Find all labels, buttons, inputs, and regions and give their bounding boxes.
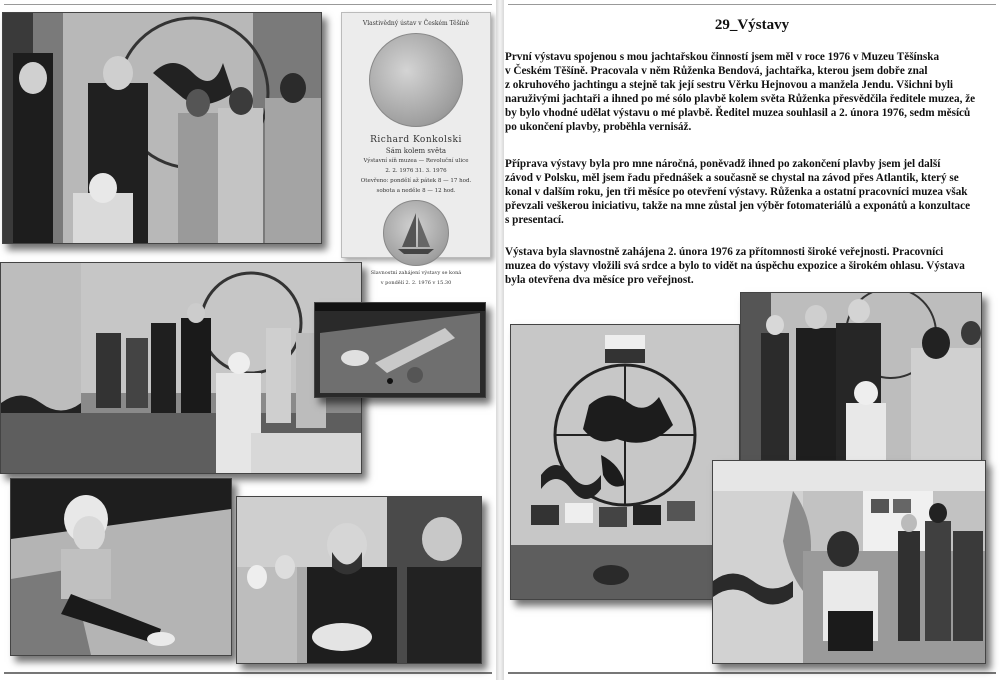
left-page [0, 0, 496, 680]
photo-display-case [314, 302, 486, 398]
photo-speech-with-bouquet [236, 496, 482, 664]
text-line: byla otevřena dva měsíce pro veřejnost. [505, 273, 694, 286]
text-line: v Českém Těšíně. Pracovala v něm Růženka Bendová, jachtařka, kterou jsem dobře znal [505, 64, 928, 77]
poster-header: Vlastivědný ústav v Českém Těšíně [362, 20, 470, 27]
poster-detail: sobota a neděle 8 — 12 hod. [376, 188, 456, 194]
portrait-medal [369, 33, 463, 127]
text-line: by bylo vhodné udělat výstavu o mé plavbě. Ředitel muzea souhlasil a 2. února 1976, sedm měsíců [505, 106, 971, 119]
text-line: s presentací. [505, 213, 564, 226]
exhibition-poster [341, 12, 491, 286]
poster-name: Richard Konkolski [370, 135, 462, 145]
chapter-title: 29_Výstavy [714, 17, 790, 33]
paragraph-2 [505, 158, 985, 228]
text-line: První výstavu spojenou s mou jachtařskou činností jsem měl v roce 1976 v Muzeu Těšínska [505, 51, 940, 63]
bottom-rule [508, 672, 996, 674]
text-line: muzea do výstavy vložili svá srdce a bylo to vidět na úspěchu expozice a širokém ohlasu. Výstava [505, 259, 965, 272]
top-rule [508, 4, 996, 5]
photo-world-map-emblem [510, 324, 740, 600]
top-rule [4, 4, 492, 5]
yacht-medal [383, 200, 449, 266]
text-line: závod v Polsku, měl jsem řadu přednášek a současně se chystal na závod přes Atlantik, který se [505, 171, 959, 184]
paragraph-3 [505, 246, 985, 288]
text-line: převzali veškerou iniciativu, takže na mne zůstal jen výběr fotomateriálů a exponátů a konzultace [505, 199, 971, 212]
text-line: Výstava byla slavnostně zahájena 2. února 1976 za přítomnosti široké veřejnosti. Pracovníci [505, 246, 944, 258]
text-line: po ukončení plavby, proběhla vernisáž. [505, 120, 692, 133]
poster-detail: Otevřeno: pondělí až pátek 8 — 17 hod. [360, 178, 472, 184]
text-line: konal v dalším roku, jen tři měsíce po otevření výstavy. Růženka a ostatní pracovníci muzea však [505, 185, 968, 198]
bottom-rule [4, 672, 492, 674]
right-page [504, 0, 1000, 680]
book-gutter [496, 0, 504, 680]
poster-footer: Slavnostní zahájení výstavy se koná [370, 270, 462, 276]
photo-boy-sitting [10, 478, 232, 656]
photo-opening-speakers [740, 292, 982, 462]
poster-subtitle: Sám kolem světa [385, 147, 447, 155]
poster-detail: Výstavní síň muzea — Revoluční ulice [363, 158, 469, 164]
poster-footer: v pondělí 2. 2. 1976 v 15.30 [380, 280, 452, 286]
text-line: Příprava výstavy byla pro mne náročná, poněvadž ihned po zakončení plavby jsem jel další [505, 158, 941, 170]
photo-exhibition-hall [0, 262, 362, 474]
paragraph-1 [505, 51, 985, 134]
photo-opening-ceremony [2, 12, 322, 244]
poster-detail: 2. 2. 1976 31. 3. 1976 [385, 168, 447, 174]
photo-exhibition-room [712, 460, 986, 664]
text-line: naruživými jachtaři a ihned po mé sólo plavbě kolem světa Růženka přesvědčila ředitele muzea, že [505, 92, 976, 105]
text-line: z okruhového jachtingu a stejně tak její sestru Věrku Hejnovou a manžela Jendu. Všichni byli [505, 78, 954, 91]
